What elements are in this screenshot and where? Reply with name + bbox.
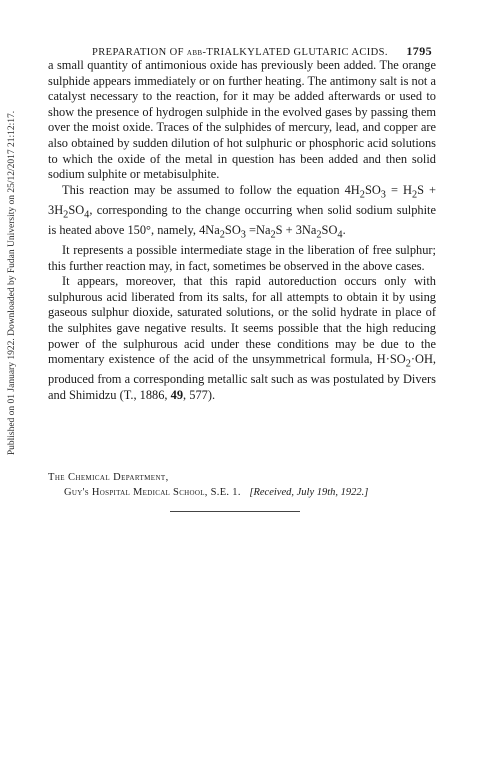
author-address: [48, 470, 448, 500]
running-title: PREPARATION OF αββ-TRIALKYLATED GLUTARIC ACIDS.: [92, 47, 388, 58]
running-header: [92, 44, 432, 59]
department-line: The Chemical Department,: [48, 472, 169, 483]
end-rule: [170, 511, 300, 512]
paragraph-3: It represents a possible intermediate stage in the liberation of free sulphur; this further reaction may, in fact, sometimes be observed in the above cases.: [48, 242, 436, 273]
paragraph-4-text-b: produced from a corresponding metallic salt such as was postulated by Divers and Shimidzu (T., 1886,: [48, 372, 436, 402]
equation-2: $4Na_2SO_3 =Na_2S + 3Na_2SO_4$: [199, 222, 343, 241]
page-number: 1795: [406, 44, 432, 58]
formula: $H\cdot SO_2\cdot OH$,: [376, 352, 436, 370]
paragraph-4-text-c: , 577).: [183, 387, 216, 402]
paragraph-2-text-a: This reaction may be assumed to follow the equation: [62, 182, 340, 197]
download-watermark: [0, 88, 24, 478]
download-note: Published on 01 January 1922. Downloaded by Fudan University on 25/12/2017 21:12:17.: [7, 110, 18, 456]
equation-1: $4H_2SO_3 = H_2S + 3H_2SO_4$: [48, 182, 437, 221]
article-body: [48, 58, 436, 403]
paragraph-2: This reaction may be assumed to follow the equation $4H_2SO_3 = H_2S + 3H_2SO_4$, corresponding to the change occurring when solid sodium sulphite is heated above 150°, namely, $4Na_2SO_3 =Na_2S + 3Na_2SO_4$.: [48, 182, 437, 241]
paragraph-2-text-b: , corresponding to the change occurring when solid sodium sulphite is heated above 150°, namely,: [48, 202, 436, 237]
received-date: [Received, July 19th, 1922.]: [249, 487, 369, 498]
school-name: Guy's Hospital Medical School, S.E. 1.: [64, 487, 241, 498]
paragraph-4: [48, 274, 436, 403]
school-line: [48, 485, 448, 500]
paragraph-1: a small quantity of antimonious oxide has previously been added. The orange sulphide appears immediately or on further heating. The antimony salt is not a catalyst necessary to the reaction, for it may be added afterwards or used to show the presence of hydrogen sulphide in the evolved gases by passing them over the moist oxide. Traces of the sulphides of mercury, lead, and copper are also obtained by sudden dilution of hot sulphuric or phosphoric acid solutions to which the oxide of the metal in question has been added and then solid sodium sulphite or metabisulphite.: [48, 58, 436, 182]
paragraph-4-text-a: It appears, moreover, that this rapid autoreduction occurs only with sulphurous acid liberated from its salts, for all attempts to obtain it by using gaseous sulphur dioxide, saturated solutions, or the solid hydrate in place of the sulphites gave negative results. It seems possible that the high reducing power of the sulphurous acid under these conditions may be due to the momentary existence of the acid of the unsymmetrical formula,: [48, 274, 436, 367]
citation-volume: 49: [170, 387, 184, 402]
